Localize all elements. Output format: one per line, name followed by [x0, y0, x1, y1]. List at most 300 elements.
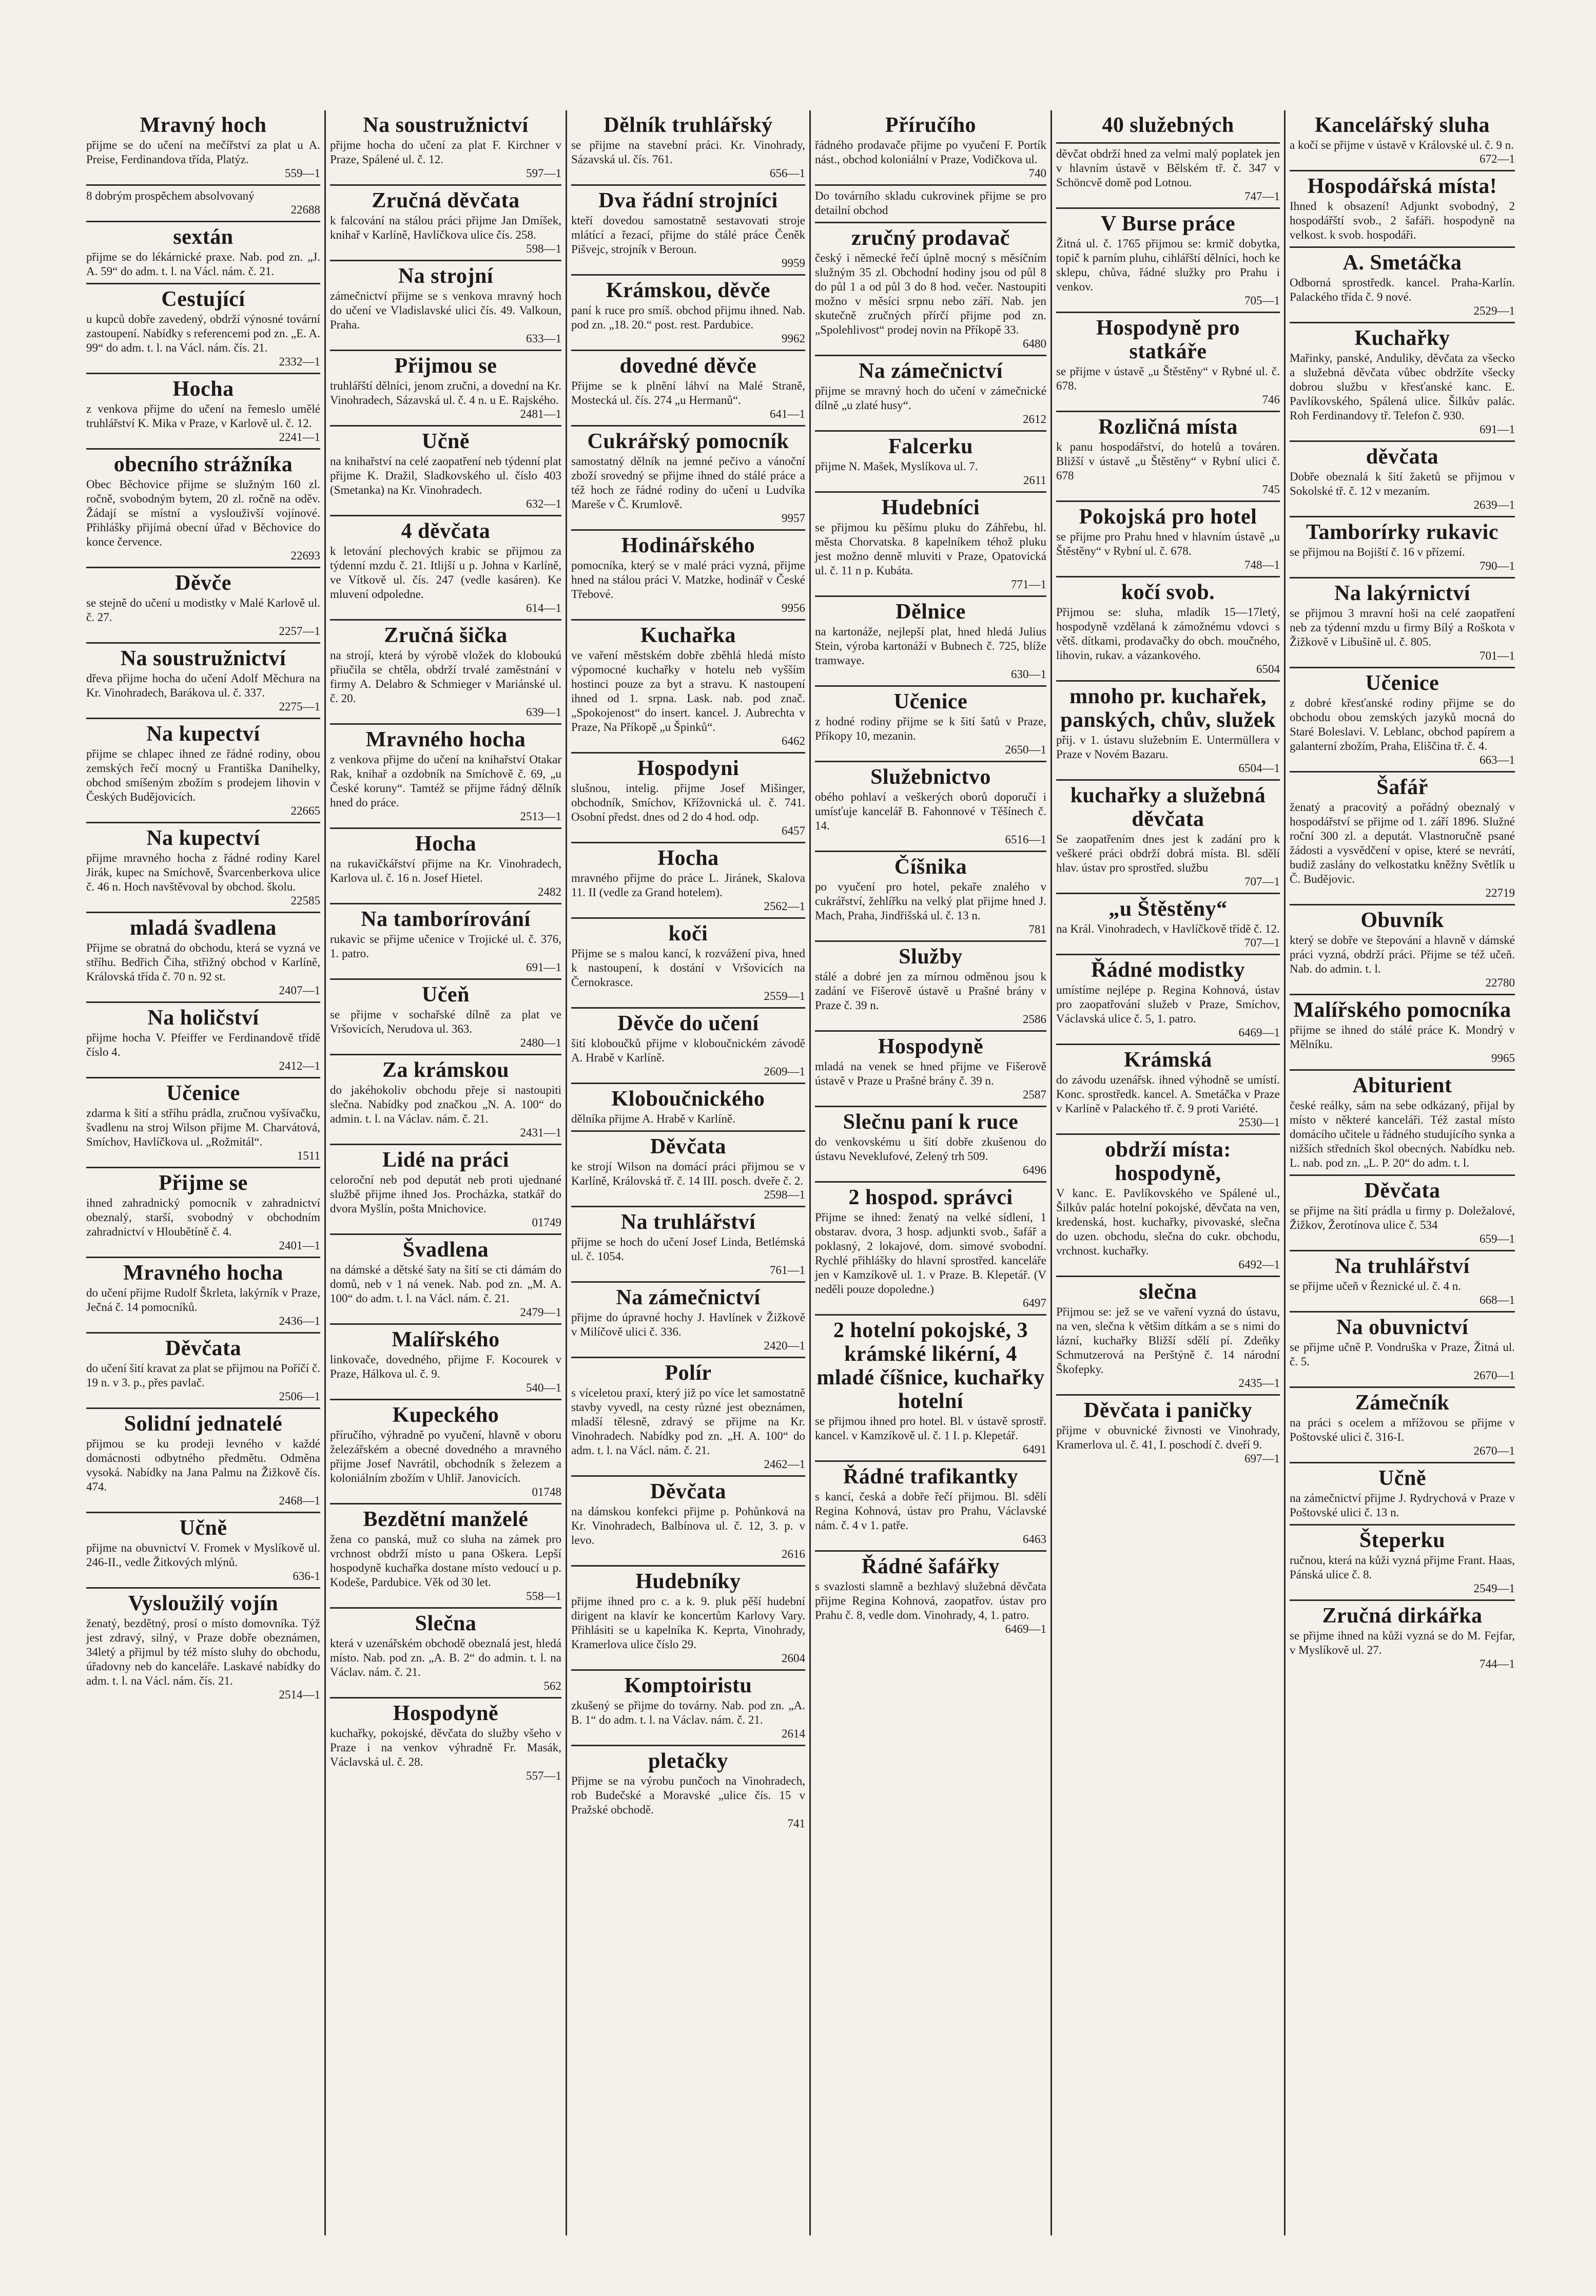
ad-headline: Šafář	[1376, 776, 1428, 799]
ad-number: 6504—1	[1238, 762, 1280, 775]
ad	[86, 110, 320, 186]
ad	[815, 186, 1046, 223]
ad	[571, 1477, 805, 1567]
ad-body: Přijme se k plnění láhví na Malé Straně, Mostecká ul. čís. 274 „u Hermanů“.	[571, 379, 805, 407]
ad-number: 9965	[1491, 1052, 1515, 1065]
ad	[86, 1078, 320, 1168]
ad-body: 8 dobrým prospěchem absolvovaný	[86, 189, 255, 202]
ad-body: se stejně do učení u modistky v Malé Karlově ul. č. 27.	[86, 596, 320, 624]
ad	[1290, 517, 1515, 578]
ad	[815, 852, 1046, 942]
ad-headline: Na lakýrnictví	[1334, 582, 1470, 605]
ad-headline: zručný prodavač	[851, 226, 1010, 250]
ad-body: slušnou, intelig. přijme Josef Mišinger, obchodník, Smíchov, Křížovnická ul. č. 741. Osobní předst. dnes od 2 do 4 hod. odp.	[571, 782, 805, 823]
ad	[1290, 442, 1515, 517]
ad	[815, 1107, 1046, 1183]
ad-number: 691—1	[1480, 423, 1515, 436]
ad	[330, 516, 561, 621]
ad-body: přijme ihned pro c. a k. 9. pluk pěší hudební dirigent na klavír ke koncertům Karlovy Vary. Přihlásiti se u kapelníka K. Keprta, Vinohrady, Kramerlova ulice číslo 29.	[571, 1595, 805, 1651]
ad-headline: 4 děvčata	[401, 519, 491, 543]
ad-number: 01749	[532, 1216, 561, 1229]
ad-body: se přijmou ku pěšímu pluku do Záhřebu, hl. města Chorvatska. 8 kapelníkem téhož pluku jest možno denně mluviti v Praze, Opatovická ul. č. 11 n p. Kubáta.	[815, 521, 1046, 577]
ad	[330, 1145, 561, 1235]
ad-headline: Hudebníky	[635, 1570, 741, 1593]
ad-number: 6504	[1256, 663, 1280, 676]
ad-number: 614—1	[526, 602, 561, 614]
ad-headline: Falcerku	[888, 435, 973, 458]
ad-headline: Na truhlářství	[620, 1210, 756, 1234]
ad-number: 2506—1	[279, 1390, 320, 1403]
ad	[815, 223, 1046, 356]
ad-headline: Děvčata	[1364, 1179, 1441, 1203]
ad-number: 2598—1	[764, 1188, 805, 1201]
ad-number: 636-1	[293, 1570, 320, 1583]
ad	[330, 829, 561, 904]
ad-headline: Abiturient	[1352, 1074, 1452, 1097]
ad-body: na Král. Vinohradech, v Havlíčkově třídě č. 12.	[1056, 922, 1280, 935]
ad-body: na zámečnictví přijme J. Rydrychová v Praze v Poštovské ulici č. 13 n.	[1290, 1492, 1515, 1519]
ad-body: se přijmou na Bojiští č. 16 v přízemí.	[1290, 546, 1465, 558]
ad	[1290, 1176, 1515, 1251]
ad-headline: Cukrářský pomocník	[587, 430, 789, 453]
ad-body: paní k ruce pro smíš. obchod přijmu ihned. Nab. pod zn. „18. 20.“ post. rest. Pardubice.	[571, 304, 805, 331]
ad	[86, 568, 320, 644]
ad-body: který se dobře ve štepování a hlavně v dámské práci vyzná, obdrží práci. Přijme se též učeň. Nab. do admin. t. l.	[1290, 934, 1515, 975]
ad-number: 2513—1	[520, 810, 561, 823]
ad-headline: kočí svob.	[1121, 581, 1215, 604]
ad	[571, 1671, 805, 1746]
ad	[330, 1325, 561, 1400]
ad-body: linkovače, dovedného, přijme F. Kocourek v Praze, Hálkova ul. č. 9.	[330, 1353, 561, 1380]
ad-number: 2559—1	[764, 990, 805, 1002]
ad	[1290, 1071, 1515, 1176]
ad-headline: Polír	[665, 1361, 712, 1385]
ad	[1290, 171, 1515, 248]
ad-number: 22780	[1485, 976, 1515, 989]
ad	[1056, 1396, 1280, 1470]
ad-body: Dobře obeznalá k šití žaketů se přijmou v Sokolské tř. č. 12 v mezaním.	[1290, 470, 1515, 497]
ad-headline: Kuchařky	[1354, 326, 1450, 350]
ad-body: dělníka přijme A. Hrabě v Karlíně.	[571, 1112, 735, 1125]
ad-body: Přijme se ihned: ženatý na velké sídlení, 1 obstarav. dvora, 3 hosp. adjunkti svob., šafář a poklasný, 2 lokajové, dom. simové svobodní. Rychlé přihlášky do hlavní sprostřed. kanceláře jen v Kamzíkově ul. 1. v Praze. B. Klepetář. (V neděli pouze dopoledne.)	[815, 1211, 1046, 1296]
ad-body: Obec Běchovice přijme se služným 160 zl. ročně, svobodným bytem, 20 zl. ročně na oděv. Žádají se místní a vyslouživší vojínové. Přihlášky přijímá obecní úřad v Běchovice do konce července.	[86, 478, 320, 548]
ad-number: 746	[1262, 393, 1280, 406]
ad-number: 2604	[782, 1652, 805, 1665]
ad-body: se přijme ihned na kůži vyzná se do M. Fejfar, v Myslíkově ul. 27.	[1290, 1629, 1515, 1656]
ad	[330, 1504, 561, 1609]
ad-number: 2549—1	[1473, 1582, 1515, 1595]
ad-headline: Zručná děvčata	[372, 189, 520, 213]
ad-number: 6516—1	[1005, 833, 1046, 846]
ad-headline: Přijmou se	[394, 354, 497, 378]
ad	[330, 1699, 561, 1787]
ad-body: přijme mravného hocha z řádné rodiny Karel Jirák, kupec na Smíchově, Švarcenberkova ulice č. 46 n. Hoch navštěvoval by obchod. školu.	[86, 852, 320, 893]
ad	[1290, 578, 1515, 668]
ad	[1056, 577, 1280, 682]
ad-headline: obdrží místa: hospodyně,	[1105, 1138, 1231, 1185]
ad-body: Se zaopatřením dnes jest k zadání pro k veškeré práci obdrží dobrá místa. Bl. sdělí hlav. ústav pro sprostřed. službu	[1056, 833, 1280, 874]
ad	[330, 725, 561, 829]
ad	[1290, 1251, 1515, 1313]
ad	[571, 754, 805, 843]
ad-headline: Hospodyně	[878, 1035, 984, 1058]
ad-number: 6480	[1023, 337, 1046, 350]
ad-body: zámečnictví přijme se s venkova mravný hoch do učení ve Vladislavské ulici čís. 49. Valkoun, Praha.	[330, 290, 561, 331]
ad-body: se přijmou 3 mravní hoši na celé zaopatření neb za týdenní mzdu u firmy Bílý a Roškota v Žižkově v Libušině ul. č. 805.	[1290, 607, 1515, 648]
ad	[571, 1567, 805, 1671]
ad-headline: Učně	[179, 1516, 227, 1540]
ad-headline: Na strojní	[398, 264, 494, 288]
ad-headline: Učně	[1378, 1467, 1426, 1490]
ad-headline: 40 služebných	[1102, 113, 1234, 137]
ad	[571, 427, 805, 531]
ad	[1290, 323, 1515, 442]
ad	[1056, 110, 1280, 144]
ad-number: 540—1	[526, 1381, 561, 1394]
ad-headline: Hocha	[415, 832, 477, 856]
ad-number: 748—1	[1244, 558, 1280, 571]
ad-headline: Bezdětní manželé	[363, 1508, 529, 1531]
ad	[1290, 905, 1515, 995]
ad-body: dřeva přijme hocha do učení Adolf Měchura na Kr. Vinohradech, Barákova ul. č. 337.	[86, 672, 320, 699]
ad-headline: Malířského	[392, 1328, 500, 1352]
ad-body: se přijme v ústavě „u Štěstěny“ v Rybné ul. č. 678.	[1056, 365, 1280, 392]
ad-headline: Malířského pomocníka	[1293, 998, 1511, 1022]
ad	[1056, 894, 1280, 955]
ad-headline: Děvčata	[650, 1135, 727, 1159]
ad-number: 2670—1	[1473, 1444, 1515, 1457]
ad-headline: Na kupectví	[146, 826, 260, 850]
ad-number: 2257—1	[279, 625, 320, 638]
ad-body: Do továrního skladu cukrovinek přijme se pro detailní obchod	[815, 189, 1046, 217]
ad	[330, 980, 561, 1055]
ad	[330, 1400, 561, 1504]
ad-headline: Na tamborírování	[361, 908, 531, 931]
ad	[1056, 209, 1280, 313]
ad-number: 2480—1	[520, 1036, 561, 1049]
ad-number: 781	[1028, 923, 1046, 936]
ad-number: 659—1	[1480, 1232, 1515, 1245]
ad-number: 633—1	[526, 332, 561, 345]
ad	[1290, 668, 1515, 773]
ad-body: přijme se chlapec ihned ze řádné rodiny, obou zemských řečí mocný u Františka Danihelky, obchod smíšeným zbožím s prodejem lihovin v Českých Budějovicích.	[86, 747, 320, 803]
ad-body: se přijme v sochařské dílně za plat ve Vršovicích, Nerudova ul. 363.	[330, 1008, 561, 1035]
ad-body: se přijme učně P. Vondruška v Praze, Žitná ul. č. 5.	[1290, 1341, 1515, 1368]
ad-body: Přijmou se: jež se ve vaření vyzná do ústavu, na ven, slečna k většim dítkám a se s nimi do lázní, kuchařky Bližší sdělí pí. Zdeňky Schmutzerová na Perštýně č. 14 národní Škofepky.	[1056, 1305, 1280, 1376]
ad-number: 632—1	[526, 497, 561, 510]
ad-headline: Cestující	[161, 287, 245, 311]
ad-number: 9956	[782, 602, 805, 614]
ad-number: 2407—1	[279, 984, 320, 997]
ad-headline: Obuvník	[1360, 909, 1444, 932]
ad-headline: Služebnictvo	[870, 765, 991, 789]
ad-headline: Kloboučnického	[611, 1087, 765, 1111]
ad-number: 2609—1	[764, 1065, 805, 1078]
ad-number: 6496	[1023, 1164, 1046, 1176]
ad-number: 2670—1	[1473, 1369, 1515, 1382]
ad-body: přijme se ihned do stálé práce K. Mondrý v Mělníku.	[1290, 1024, 1515, 1051]
ad-body: na kartonáže, nejlepší plat, hned hledá Julius Stein, výroba kartonáží v Bubnech č. 725, blíže tramwaye.	[815, 625, 1046, 667]
ad-number: 744—1	[1480, 1657, 1515, 1670]
ad-headline: 2 hospod. správci	[848, 1186, 1013, 1209]
ad-headline: Hodinářského	[621, 534, 755, 557]
ad	[815, 597, 1046, 687]
ad-body: šití kloboučků přijme v kloboučnickém závodě A. Hrabě v Karlíně.	[571, 1037, 805, 1064]
ad-headline: Na soustružnictví	[363, 113, 529, 137]
ad-headline: Učenice	[166, 1082, 240, 1105]
ad-number: 2529—1	[1473, 304, 1515, 317]
ad-headline: Slečnu paní k ruce	[843, 1110, 1019, 1134]
ad-headline: Učně	[422, 430, 470, 453]
ad-headline: Šteperku	[1359, 1529, 1446, 1552]
ad	[330, 621, 561, 725]
ad-number: 2514—1	[279, 1688, 320, 1701]
ad-column-2	[326, 110, 567, 2235]
ad-body: s víceletou praxí, který již po více let samostatně stavby vyvedl, na cesty různé jest obeznámen, mladší tělesně, zdravý se přijme na Kr. Vinohradech. Nabídky pod zn. „H. A. 100“ do adm. t. l. na Václ. nám. č. 21.	[571, 1386, 805, 1457]
ad	[86, 823, 320, 913]
ad-headline: Řádné šafářky	[861, 1555, 1000, 1578]
ad-number: 747—1	[1244, 190, 1280, 203]
ad-number: 656—1	[770, 167, 805, 180]
ad-headline: Zručná dirkářka	[1322, 1604, 1483, 1628]
ad-body: zkušený se přijme do továrny. Nab. pod zn. „A. B. 1“ do adm. t. l. na Václav. nám. č. 21.	[571, 1699, 805, 1726]
ad-headline: Na holičství	[147, 1006, 259, 1030]
ad-body: do učení přijme Rudolf Škrleta, lakýrník v Praze, Ječná č. 14 pomocníků.	[86, 1286, 320, 1314]
ad-body: přijme se mravný hoch do učení v zámečnické dílně „u zlaté husy“.	[815, 384, 1046, 412]
ad-body: se přijme na stavební práci. Kr. Vinohrady, Sázavská ul. čís. 761.	[571, 139, 805, 166]
ad	[571, 843, 805, 919]
ad-body: z venkova přijme do učení na řemeslo umělé truhlářství K. Mika v Praze, v Karlově ul. č. 12.	[86, 402, 320, 430]
ad-number: 790—1	[1480, 559, 1515, 572]
ad-number: 2435—1	[1238, 1377, 1280, 1390]
ad	[330, 261, 561, 351]
ad-number: 2436—1	[279, 1315, 320, 1327]
ad-body: z venkova přijme do učení na knihařství Otakar Rak, knihař a ozdobník na Smíchově č. 69, „u České koruny“. Tamtéž se přijme řádný dělník hned do práce.	[330, 753, 561, 809]
ad-body: žena co panská, muž co sluha na zámek pro vrchnost obdrží místo u pana Oškera. Lepší hospodyně kuchařka dostane místo vedoucí u p. Kodeše, Pardubice. Věk od 30 let.	[330, 1533, 561, 1589]
ad-body: s kancí, česká a dobře řečí přijmou. Bl. sdělí Regina Kohnová, ústav pro Prahu, Václavské nám. č. 4 v 1. patře.	[815, 1490, 1046, 1532]
ad-headline: Dělník truhlářský	[604, 113, 773, 137]
ad-number: 705—1	[1244, 294, 1280, 307]
ad-column-5	[1052, 110, 1286, 2235]
ad	[571, 1084, 805, 1132]
ad-number: 697—1	[1244, 1452, 1280, 1465]
ad	[815, 356, 1046, 432]
ad-headline: Hocha	[657, 846, 719, 870]
ad-body: s svazlosti slamně a bezhlavý služebná děvčata přijme Regina Kohnová, zaopatřov. ústav pro Prahu č. 8, vedle dom. Vinohrady, 4, 1. patro.	[815, 1580, 1046, 1622]
ad-column-4	[811, 110, 1052, 2235]
ad	[1056, 313, 1280, 412]
ad-headline: V Burse práce	[1100, 212, 1236, 236]
ad-body: na strojí, která by výrobě vložek do kloboukú přiučila se chtěla, obdrží trvalé zaměstnání v firmy A. Delabro & Schmieger v Mariánské ul. č. 20.	[330, 649, 561, 705]
ad-headline: slečna	[1139, 1280, 1197, 1304]
ad-headline: Číšnika	[894, 855, 967, 879]
ad-column-3	[567, 110, 811, 2235]
ad-number: 707—1	[1244, 875, 1280, 888]
ad-number: 22693	[290, 549, 320, 562]
ad-body: Přijme se obratná do obchodu, která se vyzná ve stříhu. Bedřich Čiha, střižný obchod v Karlíně, Královská třída č. 70 n. 92 st.	[86, 941, 320, 983]
ad-number: 2616	[782, 1548, 805, 1560]
ad-headline: Příručího	[885, 113, 977, 137]
ad-number: 562	[543, 1680, 561, 1692]
ad-headline: pletačky	[648, 1749, 728, 1773]
ad-headline: Děvče do učení	[617, 1012, 759, 1035]
ad-number: 9957	[782, 512, 805, 525]
ad-headline: Solidní jednatelé	[124, 1412, 283, 1436]
ad-headline: Přijme se	[159, 1171, 248, 1195]
ad-number: 2611	[1023, 474, 1046, 487]
ad-number: 740	[1028, 167, 1046, 180]
ad-body: přijme se do lékárnické praxe. Nab. pod zn. „J. A. 59“ do adm. t. l. na Václ. nám. č. 21.	[86, 250, 320, 278]
ad-number: 2482	[538, 885, 561, 898]
ad-number: 2431—1	[520, 1126, 561, 1139]
ad-headline: 2 hotelní pokojské, 3 krámské likérní, 4 mladé číšnice, kuchařky hotelní	[816, 1319, 1045, 1413]
ad-headline: dovedné děvče	[619, 354, 757, 378]
ad-number: 2412—1	[279, 1059, 320, 1072]
ad	[815, 432, 1046, 493]
ad-body: ručnou, která na kůži vyzná přijme Frant. Haas, Pánská ulice č. 8.	[1290, 1554, 1515, 1581]
ad	[86, 644, 320, 719]
ad-headline: Řádné modistky	[1091, 958, 1245, 982]
ad	[86, 1168, 320, 1258]
ad	[571, 1132, 805, 1207]
ad-headline: Děvčata	[165, 1337, 242, 1360]
ad-body: řádného prodavače přijme po vyučení F. Portík nást., obchod koloniální v Praze, Vodičkova ul.	[815, 139, 1046, 166]
ad-body: kteří dovedou samostatně sestavovati stroje mlátící a řezací, přijme do stálé práce Čeněk Pišvejc, strojník v Beroun.	[571, 214, 805, 256]
ad	[571, 621, 805, 754]
ad	[1056, 144, 1280, 209]
ad-headline: Na zámečnictví	[858, 359, 1003, 383]
ad	[86, 913, 320, 1003]
ad-body: pomocníka, který se v malé práci vyzná, přijme hned na stálou práci V. Matzke, hodinář v České Třebové.	[571, 559, 805, 601]
ad-number: 2479—1	[520, 1306, 561, 1319]
ad	[330, 427, 561, 516]
ad-body: děvčat obdrží hned za velmi malý poplatek jen v hlavním ústavě v Bělském tř. č. 347 v Schöncvě domě pod Lotnou.	[1056, 147, 1280, 189]
ad-number: 639—1	[526, 706, 561, 719]
ad-body: Přijmou se: sluha, mladík 15—17letý, hospodyně vzdělaná k zámožnému vdovci s větš. dítkami, prodavačky do obch. moučného, lihovin, rukav. a vázankového.	[1056, 606, 1280, 662]
ad-headline: Mravného hocha	[365, 728, 526, 751]
ad	[815, 1183, 1046, 1316]
ad-body: na knihařství na celé zaopatření neb týdenní plat přijme K. Dražil, Sladkovského ul. číslo 403 (Smetanka) na Kr. Vinohradech.	[330, 455, 561, 496]
ad-number: 559—1	[285, 167, 320, 180]
ad-number: 22665	[290, 804, 320, 817]
ad-body: u kupců dobře zavedený, obdrží výnosné tovární zastoupení. Nabídky s referencemi pod zn. „E. A. 99“ do adm. t. l. na Václ. nám. čís. 21.	[86, 313, 320, 354]
ad-number: 6491	[1023, 1443, 1046, 1456]
ad-body: na dámské a dětské šaty na šití se cti dámám do domů, neb v 1 ná venek. Nab. pod zn. „M. A. 100“ do adm. t. l. na Václ. nám. č. 21.	[330, 1263, 561, 1305]
ad-number: 598—1	[526, 242, 561, 255]
ad-body: a kočí se přijme v ústavě v Královské ul. č. 9 n.	[1290, 139, 1514, 151]
ad	[1056, 412, 1280, 502]
ad-headline: Na zámečnictví	[616, 1286, 761, 1309]
ad	[815, 493, 1046, 597]
ad-headline: Děvčata i paničky	[1083, 1399, 1253, 1422]
ad	[571, 1283, 805, 1358]
ad-body: Odborná sprostředk. kancel. Praha-Karlín. Palackého třída č. 9 nové.	[1290, 276, 1515, 303]
ad	[571, 351, 805, 427]
ad-headline: Hospodyně	[393, 1702, 499, 1725]
ad-headline: Na truhlářství	[1335, 1255, 1470, 1278]
ad	[1290, 1601, 1515, 1675]
ad	[86, 222, 320, 284]
ad-number: 2481—1	[520, 408, 561, 420]
ad-number: 2530—1	[1238, 1116, 1280, 1129]
ad-headline: Na obuvnictví	[1336, 1316, 1469, 1339]
ad	[1290, 1463, 1515, 1526]
ad-number: 2332—1	[279, 355, 320, 368]
ad-headline: „u Štěstěny“	[1108, 897, 1228, 921]
ad-number: 22585	[290, 894, 320, 907]
ad-number: 707—1	[1244, 936, 1280, 949]
ad-body: ve vaření městském dobře zběhlá hledá místo výpomocné kuchařky v hotelu neb vyšším hostinci pouze za byt a stravu. K nastoupení ihned od 1. srpna. Lask. nab. pod znač. „Spokojenost“ do insert. kancel. J. Aubrechta v Praze, Na Příkopě „u Špinků“.	[571, 649, 805, 734]
ad-number: 557—1	[526, 1769, 561, 1782]
ad-headline: Krámská	[1124, 1048, 1212, 1072]
ad	[571, 186, 805, 276]
ad-body: celoroční neb pod deputát neb proti ujednané službě přijme ihned Jos. Procházka, statkář do dvora Myšlín, pošta Mnichovice.	[330, 1173, 561, 1215]
ad	[815, 942, 1046, 1032]
ad-headline: Rozličná místa	[1098, 415, 1238, 439]
ad	[86, 1589, 320, 1706]
ad-body: přijme N. Mašek, Myslíkova ul. 7.	[815, 460, 978, 473]
ad-number: 6463	[1023, 1533, 1046, 1546]
ad	[330, 110, 561, 186]
ad-number: 22719	[1485, 886, 1515, 899]
ad	[1290, 110, 1515, 171]
ad-number: 691—1	[526, 961, 561, 974]
ad-number: 701—1	[1480, 649, 1515, 662]
ad-number: 558—1	[526, 1590, 561, 1603]
ad-body: z hodné rodiny přijme se k šití šatů v Praze, Příkopy 10, mezanin.	[815, 715, 1046, 742]
ad-body: se přijme pro Prahu hned v hlavním ústavě „u Štěstěny“ v Rybní ul. č. 678.	[1056, 530, 1280, 557]
ad-headline: kuchařky a služebná děvčata	[1070, 784, 1266, 831]
ad	[1056, 682, 1280, 781]
ad-headline: Tamborírky rukavic	[1306, 520, 1498, 544]
ad-number: 641—1	[770, 408, 805, 420]
ad-headline: Dělnice	[896, 600, 966, 624]
ad-number: 6469—1	[1238, 1026, 1280, 1039]
ad-number: 6469—1	[1005, 1623, 1046, 1635]
ad-body: se přijmou ihned pro hotel. Bl. v ústavě sprostř. kancel. v Kamzíkově ul. č. 1 I. p. Klepetář.	[815, 1415, 1046, 1442]
ad	[1290, 1388, 1515, 1463]
ad	[1056, 1045, 1280, 1135]
ad	[1056, 781, 1280, 894]
ad-headline: Komptoiristu	[624, 1674, 752, 1697]
ad-body: V kanc. E. Pavlíkovského ve Spálené ul., Šilkův palác hotelní pokojské, děvčata na ven, kredenská, host. kuchařky, pivovaské, slečna do uzen. obchodu, slečna do cukr. obchodu, vrchnost. kuchařky.	[1056, 1187, 1280, 1257]
ad-body: přijmou se ku prodeji levného v každé domácnosti odbytného předmětu. Odměna vysoká. Nabídky na Jana Palmu na Žižkově čís. 474.	[86, 1437, 320, 1493]
ad-headline: Kancelářský sluha	[1314, 113, 1490, 137]
ad-headline: Lidé na práci	[382, 1148, 509, 1172]
ad-body: přijme v obuvnické živnosti ve Vinohrady, Kramerlova ul. č. 41, I. poschodí č. dveří 9.	[1056, 1424, 1280, 1451]
ad-number: 6497	[1023, 1297, 1046, 1309]
ad-body: po vyučení pro hotel, pekaře znalého v cukrářství, žehlířku na velký plat přijme hned J. Mach, Praha, Jindřišská ul. č. 13 n.	[815, 880, 1046, 922]
ad	[815, 1462, 1046, 1552]
ad	[86, 284, 320, 374]
ad-number: 672—1	[1480, 152, 1515, 165]
ad	[571, 1746, 805, 1835]
ad-number: 6492—1	[1238, 1258, 1280, 1271]
ad-number: 630—1	[1011, 668, 1046, 681]
ad-body: z dobré křesťanské rodiny přijme se do obchodu obou zemských jazyků mocná do Staré Boleslavi. V. Leblanc, obchod papírem a galanterní zbožím, Praha, Eliščina tř. č. 4.	[1290, 697, 1515, 753]
ad	[330, 186, 561, 261]
ad	[86, 1513, 320, 1589]
ad	[86, 186, 320, 222]
ad-headline: Hospodyni	[637, 757, 739, 780]
ad	[86, 1409, 320, 1513]
ad-number: 741	[787, 1817, 805, 1830]
ad-number: 01748	[532, 1485, 561, 1498]
ad	[86, 450, 320, 568]
ad-body: stálé a dobré jen za mírnou odměnou jsou k zadání ve Fišerově ústavě u Prašné brány v Praze č. 39 n.	[815, 970, 1046, 1012]
ad	[330, 1235, 561, 1325]
ad-body: samostatný dělník na jemné pečivo a vánoční zboží srovedný se přijme ihned do stálé práce a též hoch ze řádné rodiny do učení u Ludvíka Mareše v Č. Krumlově.	[571, 455, 805, 511]
